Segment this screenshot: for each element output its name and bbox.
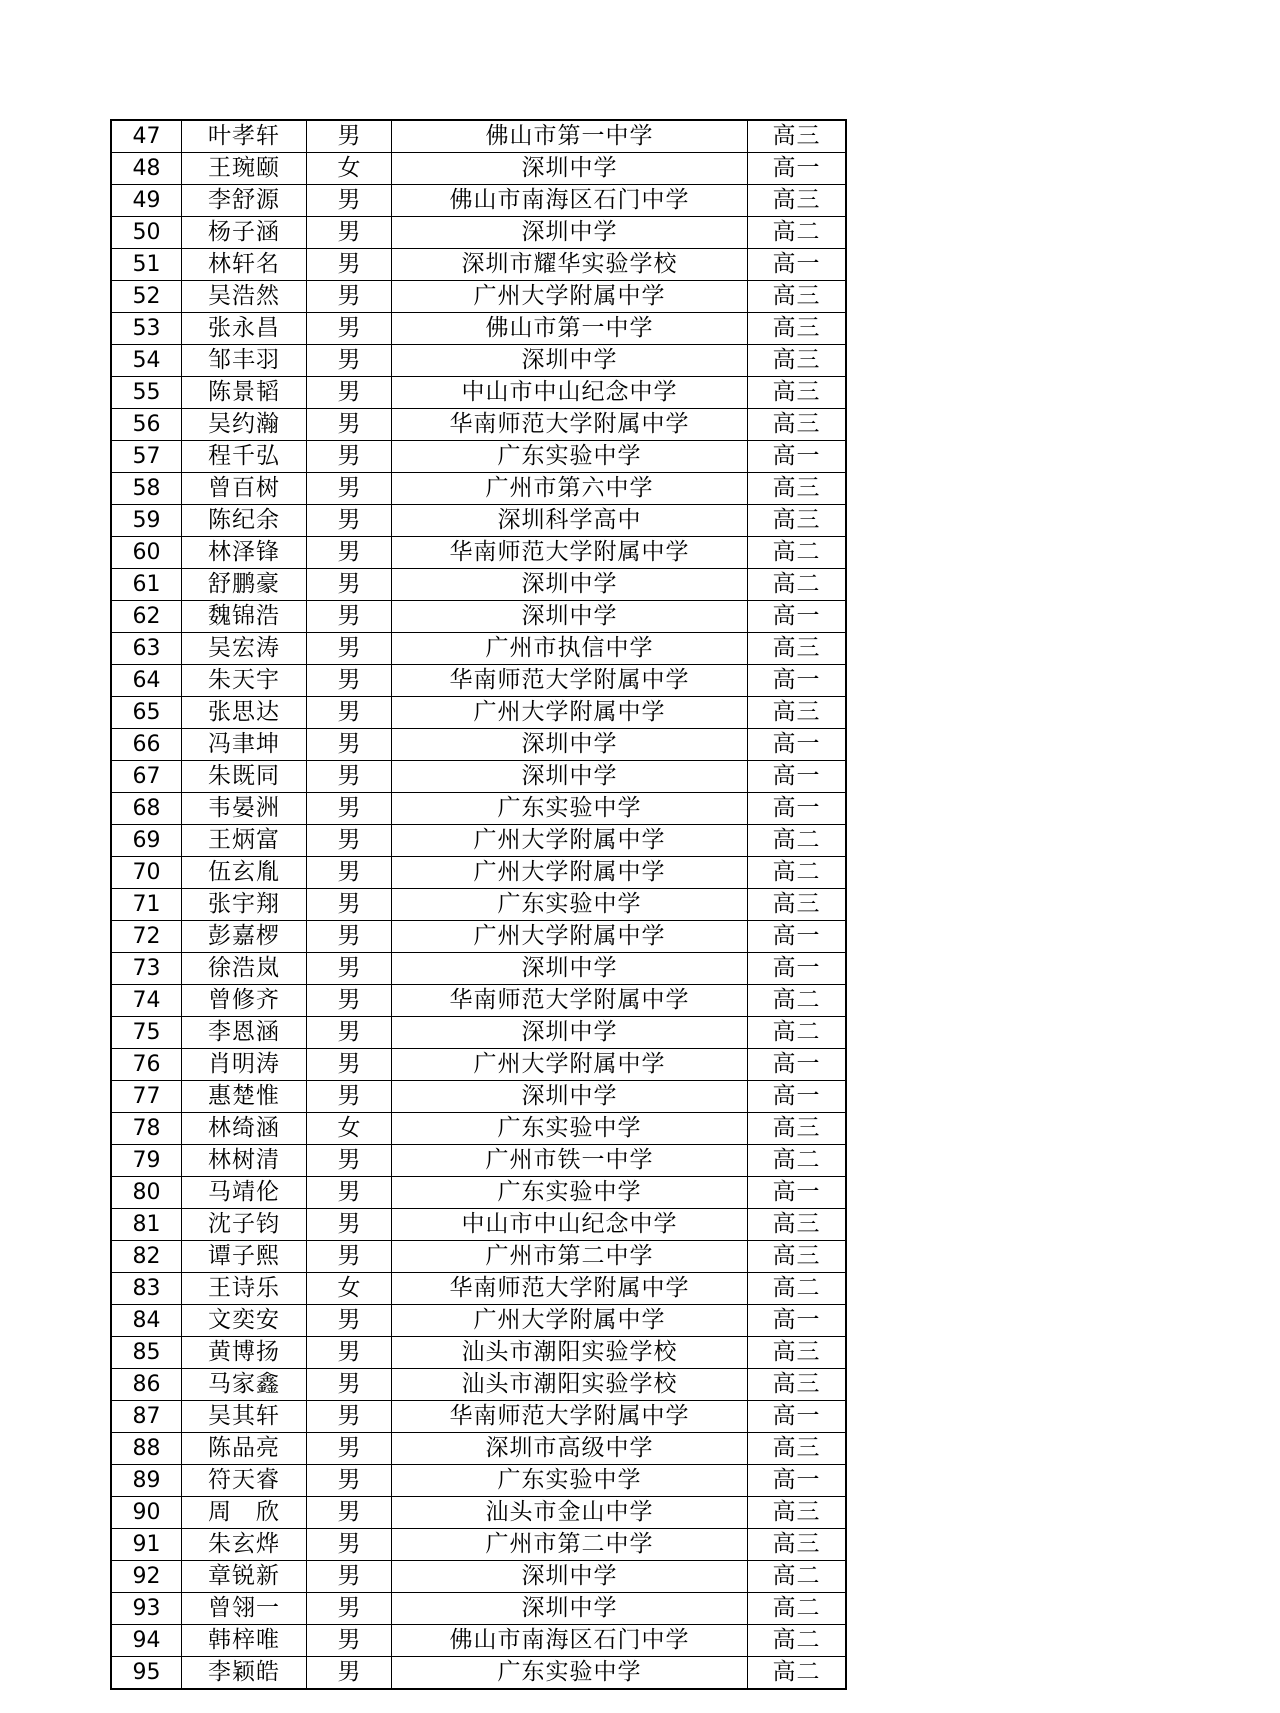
row-number: 88 <box>111 1433 182 1465</box>
student-gender: 男 <box>307 1177 392 1209</box>
student-name: 曾修齐 <box>182 985 307 1017</box>
student-gender: 男 <box>307 1049 392 1081</box>
student-name: 王琬颐 <box>182 153 307 185</box>
student-name: 叶孝轩 <box>182 120 307 153</box>
student-name: 谭子熙 <box>182 1241 307 1273</box>
student-name: 黄博扬 <box>182 1337 307 1369</box>
table-row <box>111 985 846 1017</box>
student-name: 伍玄胤 <box>182 857 307 889</box>
student-name: 程千弘 <box>182 441 307 473</box>
student-grade: 高三 <box>748 1529 847 1561</box>
table-row <box>111 1017 846 1049</box>
row-number: 85 <box>111 1337 182 1369</box>
student-school: 深圳中学 <box>392 761 748 793</box>
student-name: 杨子涵 <box>182 217 307 249</box>
student-school: 广州大学附属中学 <box>392 1049 748 1081</box>
row-number: 52 <box>111 281 182 313</box>
student-grade: 高三 <box>748 1241 847 1273</box>
row-number: 51 <box>111 249 182 281</box>
student-school: 广东实验中学 <box>392 889 748 921</box>
table-row <box>111 601 846 633</box>
student-name: 吴其轩 <box>182 1401 307 1433</box>
student-gender: 男 <box>307 345 392 377</box>
table-row <box>111 1113 846 1145</box>
student-school: 广州大学附属中学 <box>392 825 748 857</box>
student-grade: 高三 <box>748 281 847 313</box>
student-school: 广州市第二中学 <box>392 1529 748 1561</box>
student-school: 广州大学附属中学 <box>392 697 748 729</box>
student-name: 王诗乐 <box>182 1273 307 1305</box>
student-gender: 男 <box>307 1017 392 1049</box>
student-name: 魏锦浩 <box>182 601 307 633</box>
row-number: 57 <box>111 441 182 473</box>
row-number: 60 <box>111 537 182 569</box>
row-number: 69 <box>111 825 182 857</box>
student-grade: 高一 <box>748 953 847 985</box>
student-gender: 男 <box>307 601 392 633</box>
row-number: 58 <box>111 473 182 505</box>
student-gender: 男 <box>307 1241 392 1273</box>
student-grade: 高一 <box>748 153 847 185</box>
student-gender: 男 <box>307 665 392 697</box>
student-name: 符天睿 <box>182 1465 307 1497</box>
student-school: 广州大学附属中学 <box>392 921 748 953</box>
student-gender: 男 <box>307 1625 392 1657</box>
student-school: 佛山市南海区石门中学 <box>392 185 748 217</box>
student-school: 汕头市潮阳实验学校 <box>392 1337 748 1369</box>
table-row <box>111 441 846 473</box>
student-gender: 男 <box>307 1145 392 1177</box>
row-number: 59 <box>111 505 182 537</box>
student-grade: 高三 <box>748 120 847 153</box>
student-name: 文奕安 <box>182 1305 307 1337</box>
table-row <box>111 120 846 153</box>
student-grade: 高二 <box>748 1657 847 1690</box>
row-number: 61 <box>111 569 182 601</box>
student-gender: 男 <box>307 1657 392 1690</box>
student-gender: 男 <box>307 569 392 601</box>
row-number: 80 <box>111 1177 182 1209</box>
student-gender: 男 <box>307 729 392 761</box>
row-number: 64 <box>111 665 182 697</box>
student-school: 深圳中学 <box>392 1561 748 1593</box>
student-school: 广东实验中学 <box>392 793 748 825</box>
student-gender: 男 <box>307 953 392 985</box>
row-number: 95 <box>111 1657 182 1690</box>
table-row <box>111 1625 846 1657</box>
student-school: 深圳市耀华实验学校 <box>392 249 748 281</box>
student-name: 陈品亮 <box>182 1433 307 1465</box>
student-school: 广州市执信中学 <box>392 633 748 665</box>
student-gender: 男 <box>307 249 392 281</box>
student-grade: 高一 <box>748 1305 847 1337</box>
student-gender: 男 <box>307 537 392 569</box>
student-name: 张永昌 <box>182 313 307 345</box>
row-number: 75 <box>111 1017 182 1049</box>
student-name: 曾翎一 <box>182 1593 307 1625</box>
student-school: 深圳中学 <box>392 601 748 633</box>
student-grade: 高三 <box>748 185 847 217</box>
student-school: 广东实验中学 <box>392 1657 748 1690</box>
student-school: 广州大学附属中学 <box>392 281 748 313</box>
student-school: 深圳中学 <box>392 345 748 377</box>
row-number: 55 <box>111 377 182 409</box>
student-school: 中山市中山纪念中学 <box>392 377 748 409</box>
student-gender: 男 <box>307 1593 392 1625</box>
student-gender: 女 <box>307 1273 392 1305</box>
table-row <box>111 633 846 665</box>
student-name: 陈景韬 <box>182 377 307 409</box>
student-grade: 高二 <box>748 569 847 601</box>
student-school: 深圳中学 <box>392 729 748 761</box>
row-number: 54 <box>111 345 182 377</box>
student-school: 广东实验中学 <box>392 1465 748 1497</box>
table-row <box>111 313 846 345</box>
row-number: 86 <box>111 1369 182 1401</box>
student-school: 深圳中学 <box>392 569 748 601</box>
student-name: 冯聿坤 <box>182 729 307 761</box>
student-grade: 高三 <box>748 889 847 921</box>
row-number: 91 <box>111 1529 182 1561</box>
table-row <box>111 1177 846 1209</box>
student-name: 韦晏洲 <box>182 793 307 825</box>
student-grade: 高一 <box>748 761 847 793</box>
row-number: 79 <box>111 1145 182 1177</box>
row-number: 94 <box>111 1625 182 1657</box>
student-grade: 高二 <box>748 1273 847 1305</box>
student-gender: 女 <box>307 153 392 185</box>
row-number: 47 <box>111 120 182 153</box>
student-school: 华南师范大学附属中学 <box>392 665 748 697</box>
row-number: 71 <box>111 889 182 921</box>
student-grade: 高二 <box>748 985 847 1017</box>
row-number: 77 <box>111 1081 182 1113</box>
student-school: 广州大学附属中学 <box>392 1305 748 1337</box>
student-gender: 男 <box>307 313 392 345</box>
student-name: 马家鑫 <box>182 1369 307 1401</box>
student-grade: 高三 <box>748 473 847 505</box>
student-name: 林泽锋 <box>182 537 307 569</box>
row-number: 90 <box>111 1497 182 1529</box>
row-number: 87 <box>111 1401 182 1433</box>
student-gender: 男 <box>307 793 392 825</box>
row-number: 74 <box>111 985 182 1017</box>
student-name: 徐浩岚 <box>182 953 307 985</box>
student-grade: 高三 <box>748 345 847 377</box>
student-school: 广东实验中学 <box>392 441 748 473</box>
row-number: 78 <box>111 1113 182 1145</box>
student-grade: 高三 <box>748 409 847 441</box>
student-name: 吴宏涛 <box>182 633 307 665</box>
student-gender: 男 <box>307 857 392 889</box>
row-number: 63 <box>111 633 182 665</box>
table-row <box>111 377 846 409</box>
student-name: 王炳富 <box>182 825 307 857</box>
student-grade: 高一 <box>748 1177 847 1209</box>
table-row <box>111 1401 846 1433</box>
student-grade: 高二 <box>748 1145 847 1177</box>
table-row <box>111 1529 846 1561</box>
student-gender: 男 <box>307 505 392 537</box>
student-school: 佛山市第一中学 <box>392 313 748 345</box>
student-school: 广州市第六中学 <box>392 473 748 505</box>
student-name: 肖明涛 <box>182 1049 307 1081</box>
student-name: 林绮涵 <box>182 1113 307 1145</box>
student-school: 深圳中学 <box>392 153 748 185</box>
student-school: 广东实验中学 <box>392 1177 748 1209</box>
student-grade: 高二 <box>748 217 847 249</box>
student-grade: 高二 <box>748 1625 847 1657</box>
student-name: 李舒源 <box>182 185 307 217</box>
student-grade: 高三 <box>748 377 847 409</box>
student-name: 吴约瀚 <box>182 409 307 441</box>
student-name: 彭嘉椤 <box>182 921 307 953</box>
row-number: 66 <box>111 729 182 761</box>
student-grade: 高一 <box>748 249 847 281</box>
student-school: 华南师范大学附属中学 <box>392 985 748 1017</box>
student-grade: 高一 <box>748 1049 847 1081</box>
student-school: 广州市铁一中学 <box>392 1145 748 1177</box>
student-name: 沈子钧 <box>182 1209 307 1241</box>
student-name: 陈纪余 <box>182 505 307 537</box>
table-row <box>111 249 846 281</box>
student-grade: 高二 <box>748 1017 847 1049</box>
student-name: 朱既同 <box>182 761 307 793</box>
student-school: 华南师范大学附属中学 <box>392 409 748 441</box>
student-name: 马靖伦 <box>182 1177 307 1209</box>
student-school: 华南师范大学附属中学 <box>392 1401 748 1433</box>
student-grade: 高二 <box>748 1561 847 1593</box>
student-gender: 男 <box>307 1561 392 1593</box>
student-grade: 高一 <box>748 665 847 697</box>
row-number: 49 <box>111 185 182 217</box>
table-row <box>111 665 846 697</box>
student-gender: 男 <box>307 889 392 921</box>
student-gender: 男 <box>307 697 392 729</box>
student-school: 深圳中学 <box>392 1017 748 1049</box>
student-gender: 男 <box>307 281 392 313</box>
student-gender: 男 <box>307 377 392 409</box>
student-gender: 男 <box>307 1337 392 1369</box>
student-gender: 男 <box>307 633 392 665</box>
student-school: 深圳中学 <box>392 1081 748 1113</box>
row-number: 68 <box>111 793 182 825</box>
row-number: 93 <box>111 1593 182 1625</box>
table-row <box>111 953 846 985</box>
student-grade: 高一 <box>748 1465 847 1497</box>
table-row <box>111 1305 846 1337</box>
roster-table <box>110 119 847 1690</box>
student-grade: 高三 <box>748 1497 847 1529</box>
table-row <box>111 1593 846 1625</box>
student-name: 章锐新 <box>182 1561 307 1593</box>
row-number: 65 <box>111 697 182 729</box>
row-number: 83 <box>111 1273 182 1305</box>
student-school: 佛山市第一中学 <box>392 120 748 153</box>
student-name: 朱玄烨 <box>182 1529 307 1561</box>
student-gender: 男 <box>307 1305 392 1337</box>
student-name: 曾百树 <box>182 473 307 505</box>
student-name: 惠楚惟 <box>182 1081 307 1113</box>
row-number: 81 <box>111 1209 182 1241</box>
student-gender: 男 <box>307 825 392 857</box>
student-gender: 男 <box>307 1433 392 1465</box>
table-row <box>111 473 846 505</box>
student-name: 林轩名 <box>182 249 307 281</box>
student-gender: 男 <box>307 1529 392 1561</box>
student-grade: 高三 <box>748 313 847 345</box>
student-grade: 高三 <box>748 1113 847 1145</box>
student-gender: 男 <box>307 1081 392 1113</box>
table-row <box>111 1273 846 1305</box>
student-grade: 高一 <box>748 729 847 761</box>
student-name: 周 欣 <box>182 1497 307 1529</box>
student-grade: 高一 <box>748 1081 847 1113</box>
student-grade: 高三 <box>748 1369 847 1401</box>
row-number: 67 <box>111 761 182 793</box>
row-number: 53 <box>111 313 182 345</box>
student-grade: 高二 <box>748 857 847 889</box>
student-school: 汕头市潮阳实验学校 <box>392 1369 748 1401</box>
student-grade: 高三 <box>748 1209 847 1241</box>
student-grade: 高三 <box>748 633 847 665</box>
student-gender: 男 <box>307 120 392 153</box>
table-row <box>111 1497 846 1529</box>
student-school: 华南师范大学附属中学 <box>392 1273 748 1305</box>
row-number: 70 <box>111 857 182 889</box>
row-number: 92 <box>111 1561 182 1593</box>
student-school: 广州大学附属中学 <box>392 857 748 889</box>
student-gender: 男 <box>307 1209 392 1241</box>
row-number: 50 <box>111 217 182 249</box>
table-row <box>111 1049 846 1081</box>
student-school: 汕头市金山中学 <box>392 1497 748 1529</box>
row-number: 82 <box>111 1241 182 1273</box>
row-number: 72 <box>111 921 182 953</box>
row-number: 62 <box>111 601 182 633</box>
table-row <box>111 1145 846 1177</box>
student-school: 深圳市高级中学 <box>392 1433 748 1465</box>
student-name: 舒鹏豪 <box>182 569 307 601</box>
student-grade: 高一 <box>748 793 847 825</box>
table-row <box>111 1369 846 1401</box>
table-row <box>111 537 846 569</box>
table-row <box>111 889 846 921</box>
student-grade: 高二 <box>748 1593 847 1625</box>
student-school: 华南师范大学附属中学 <box>392 537 748 569</box>
row-number: 73 <box>111 953 182 985</box>
student-grade: 高一 <box>748 441 847 473</box>
table-row <box>111 729 846 761</box>
student-grade: 高三 <box>748 1433 847 1465</box>
table-row <box>111 569 846 601</box>
student-school: 深圳科学高中 <box>392 505 748 537</box>
table-row <box>111 825 846 857</box>
table-row <box>111 153 846 185</box>
student-gender: 男 <box>307 441 392 473</box>
student-gender: 女 <box>307 1113 392 1145</box>
table-row <box>111 921 846 953</box>
row-number: 84 <box>111 1305 182 1337</box>
student-name: 韩梓唯 <box>182 1625 307 1657</box>
student-name: 邹丰羽 <box>182 345 307 377</box>
row-number: 48 <box>111 153 182 185</box>
student-name: 张思达 <box>182 697 307 729</box>
student-grade: 高三 <box>748 697 847 729</box>
row-number: 76 <box>111 1049 182 1081</box>
student-grade: 高二 <box>748 825 847 857</box>
student-gender: 男 <box>307 473 392 505</box>
student-gender: 男 <box>307 1497 392 1529</box>
student-school: 深圳中学 <box>392 217 748 249</box>
student-name: 吴浩然 <box>182 281 307 313</box>
student-school: 深圳中学 <box>392 1593 748 1625</box>
row-number: 56 <box>111 409 182 441</box>
student-name: 李恩涵 <box>182 1017 307 1049</box>
student-gender: 男 <box>307 1401 392 1433</box>
student-school: 中山市中山纪念中学 <box>392 1209 748 1241</box>
table-row <box>111 1241 846 1273</box>
student-grade: 高一 <box>748 921 847 953</box>
table-row <box>111 281 846 313</box>
table-row <box>111 857 846 889</box>
table-row <box>111 1433 846 1465</box>
table-row <box>111 761 846 793</box>
table-row <box>111 793 846 825</box>
student-gender: 男 <box>307 761 392 793</box>
table-row <box>111 505 846 537</box>
table-row <box>111 1209 846 1241</box>
table-row <box>111 1561 846 1593</box>
student-gender: 男 <box>307 921 392 953</box>
student-name: 林树清 <box>182 1145 307 1177</box>
table-row <box>111 409 846 441</box>
table-row <box>111 185 846 217</box>
student-school: 广州市第二中学 <box>392 1241 748 1273</box>
student-gender: 男 <box>307 985 392 1017</box>
student-gender: 男 <box>307 1369 392 1401</box>
table-row <box>111 1465 846 1497</box>
student-name: 张宇翔 <box>182 889 307 921</box>
student-grade: 高三 <box>748 1337 847 1369</box>
student-gender: 男 <box>307 409 392 441</box>
student-name: 李颖皓 <box>182 1657 307 1690</box>
student-gender: 男 <box>307 217 392 249</box>
student-grade: 高一 <box>748 1401 847 1433</box>
student-grade: 高二 <box>748 537 847 569</box>
student-gender: 男 <box>307 185 392 217</box>
student-grade: 高三 <box>748 505 847 537</box>
student-school: 佛山市南海区石门中学 <box>392 1625 748 1657</box>
table-row <box>111 217 846 249</box>
table-row <box>111 1337 846 1369</box>
table-row <box>111 1657 846 1690</box>
row-number: 89 <box>111 1465 182 1497</box>
table-row <box>111 1081 846 1113</box>
student-school: 深圳中学 <box>392 953 748 985</box>
student-school: 广东实验中学 <box>392 1113 748 1145</box>
table-row <box>111 345 846 377</box>
roster-table-body <box>111 120 846 1689</box>
student-grade: 高一 <box>748 601 847 633</box>
table-row <box>111 697 846 729</box>
student-gender: 男 <box>307 1465 392 1497</box>
student-name: 朱天宇 <box>182 665 307 697</box>
